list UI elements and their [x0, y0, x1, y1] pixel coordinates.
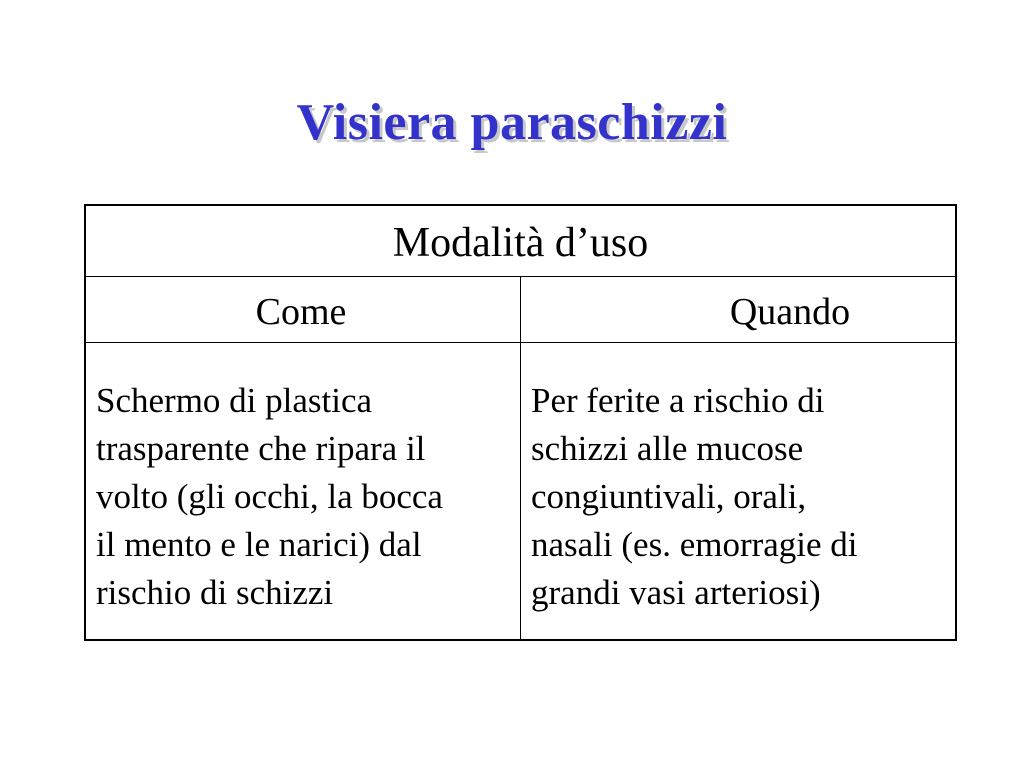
table-header: Modalità d’uso — [392, 220, 649, 266]
usage-table — [84, 204, 957, 641]
column-header-quando: Quando — [729, 291, 851, 333]
column-header-cell-come — [86, 277, 521, 342]
column-header-come: Come — [255, 291, 347, 333]
table-cell-come — [86, 343, 521, 639]
table-row — [86, 343, 955, 639]
cell-text-come: Schermo di plastica trasparente che ripara il volto (gli occhi, la bocca il mento e le narici) dal rischio di schizzi — [96, 381, 443, 612]
slide-title: Visiera paraschizzi — [296, 94, 728, 151]
table-cell-quando — [521, 343, 955, 639]
column-header-row — [86, 277, 955, 343]
cell-text-quando: Per ferite a rischio di schizzi alle mucose congiuntivali, orali, nasali (es. emorragie di grandi vasi arteriosi) — [531, 381, 858, 612]
column-header-cell-quando — [521, 277, 955, 342]
table-header-row — [86, 206, 955, 277]
